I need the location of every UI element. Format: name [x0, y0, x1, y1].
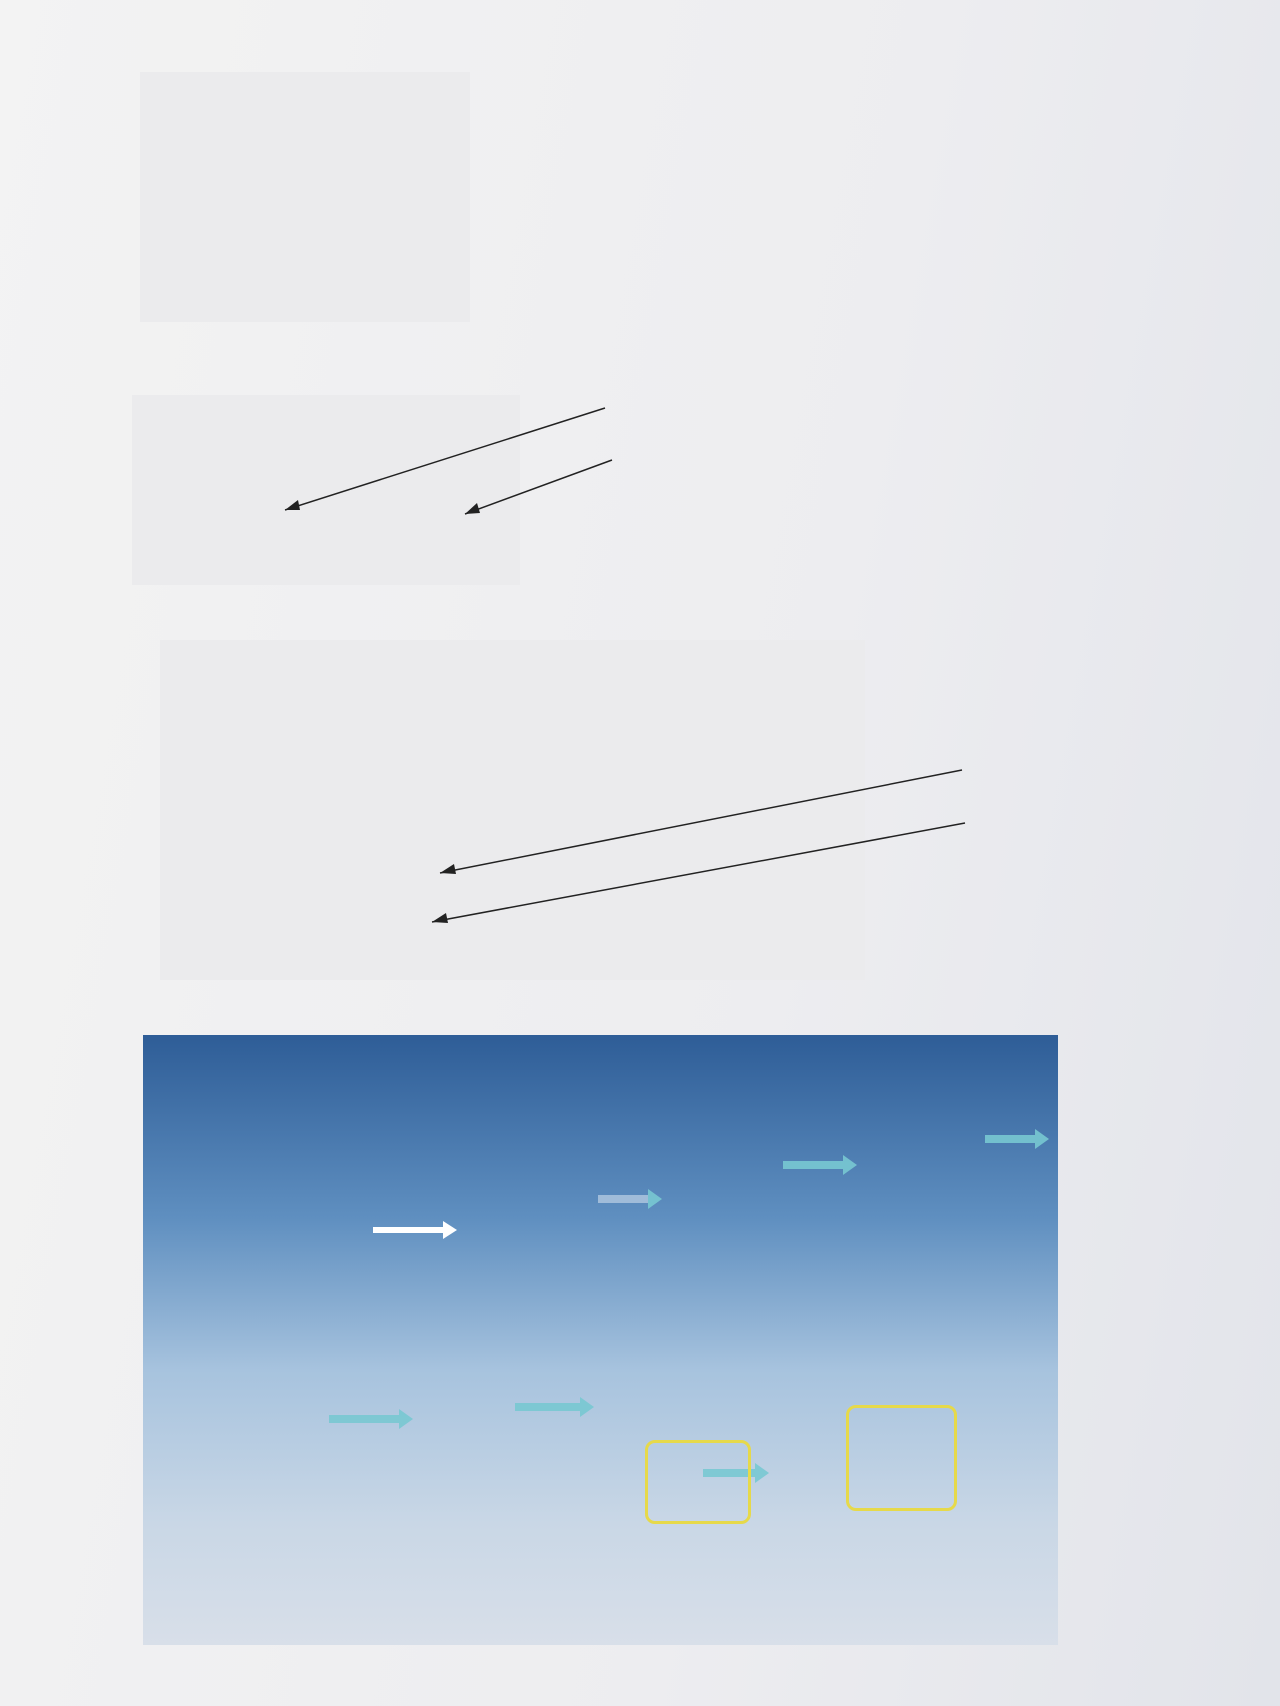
changed-lines-highlight	[645, 1440, 751, 1524]
hexagram-meaning-panel	[143, 1035, 1058, 1645]
jianyao-arrow-2	[432, 823, 965, 922]
dongyao-arrow	[285, 408, 605, 510]
transition-arrow	[373, 1227, 443, 1233]
transition-arrow	[598, 1195, 648, 1203]
changed-lines-highlight	[846, 1405, 957, 1511]
transition-arrow	[329, 1415, 399, 1423]
jianyao-arrow-1	[440, 770, 962, 873]
transition-arrow	[783, 1161, 843, 1169]
bianyao-arrow	[465, 460, 612, 514]
transition-arrow	[515, 1403, 580, 1411]
section5-arrows	[0, 0, 1280, 700]
transition-arrow	[985, 1135, 1035, 1143]
section6-arrows	[0, 700, 1280, 1000]
